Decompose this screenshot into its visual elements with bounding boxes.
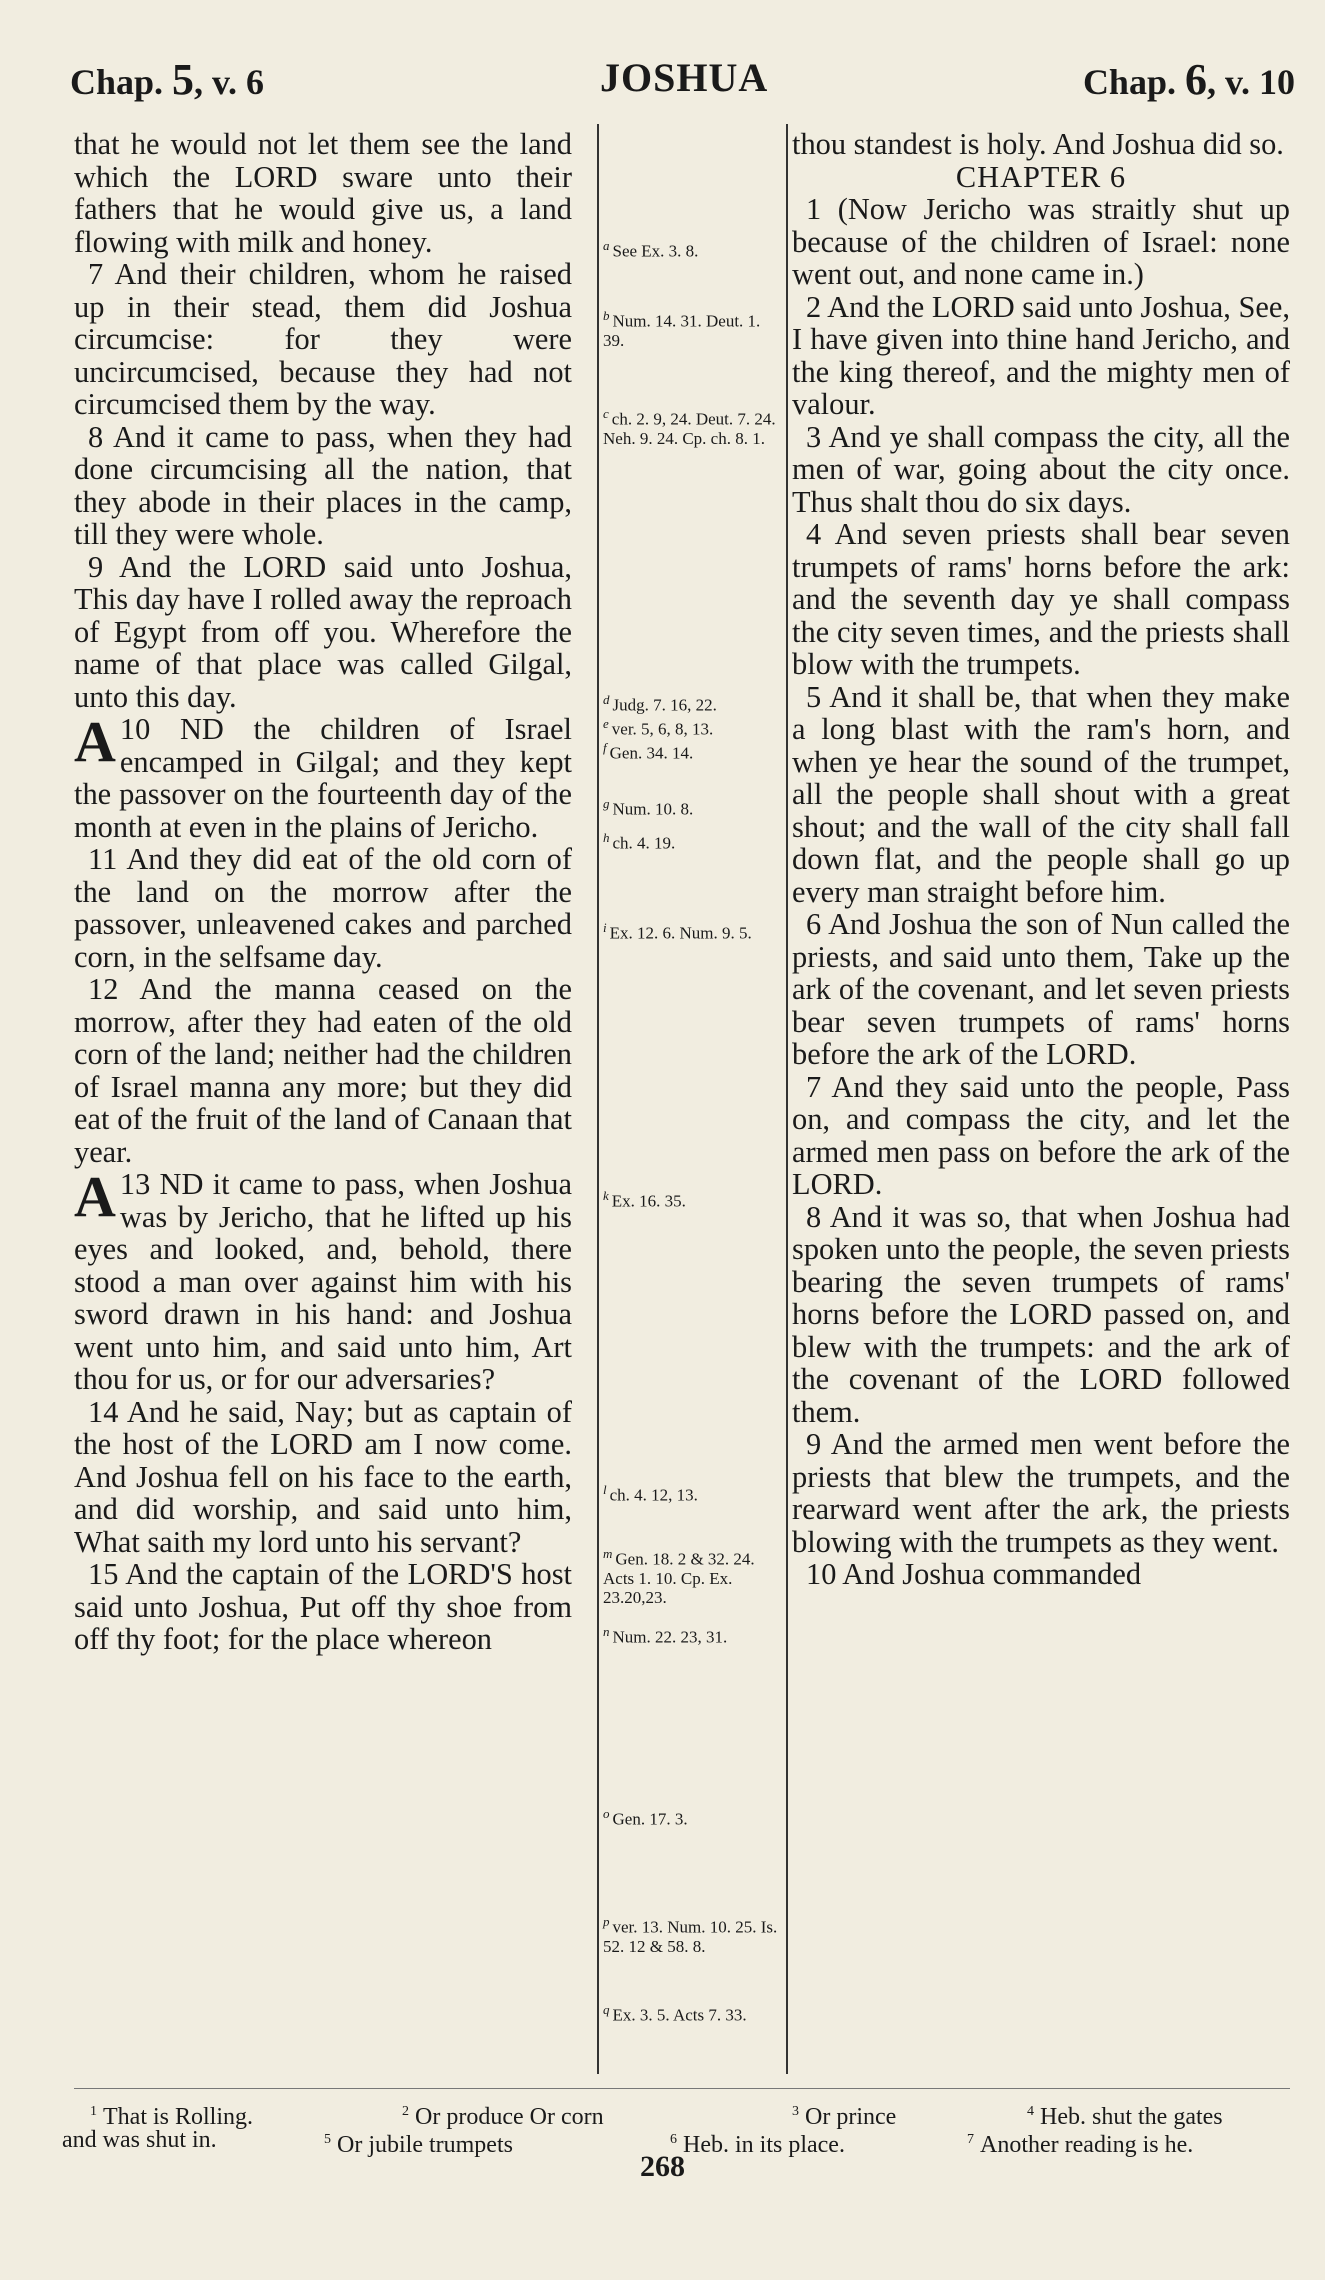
- footnote: $^6$ Heb. in its place.: [670, 2132, 845, 2158]
- verse-5-10: [74, 709, 572, 844]
- verse-5-7: 7 And their children, whom he raised up in their stead, them did Joshua circumcise: for they were uncircumcised, because they had not circumcised them by the way.: [74, 257, 572, 421]
- verse-5-11: 11 And they did eat of the old corn of the land on the morrow after the passover, unleavened cakes and parched corn, in the selfsame day.: [74, 842, 572, 974]
- cross-ref: $^h$ ch. 4. 19.: [603, 830, 676, 853]
- cross-ref: $^k$ Ex. 16. 35.: [603, 1188, 686, 1211]
- cross-ref: $^i$ Ex. 12. 6. Num. 9. 5.: [603, 920, 752, 943]
- footnote: $^1$ That is Rolling.: [90, 2104, 253, 2130]
- column-divider-right: [786, 124, 788, 2074]
- verse-5-15-cont: thou standest is holy. And Joshua did so.: [792, 127, 1284, 161]
- page-number: 268: [640, 2150, 685, 2183]
- footnote: $^3$ Or prince: [792, 2104, 897, 2130]
- header-right-chapter: 6: [1184, 55, 1207, 104]
- cross-ref: $^g$ Num. 10. 8.: [603, 796, 694, 819]
- verse-text: ND the children of Israel encamped in Gilgal; and they kept the passover on the fourteenth day of the month at even in the plains of Jericho.: [74, 712, 572, 844]
- verse-6-5: 5 And it shall be, that when they make a long blast with the ram's horn, and when ye hear the sound of the trumpet, all the people shall shout with a great shout; and the wall of the city shall fall down flat, and the people shall go up every man straight before him.: [792, 679, 1290, 909]
- verse-5-12: 12 And the manna ceased on the morrow, after they had eaten of the old corn of the land; neither had the children of Israel manna any more; but they did eat of the fruit of the land of Canaan that year.: [74, 972, 572, 1169]
- footnote: $^2$ Or produce Or corn: [402, 2104, 604, 2130]
- verse-6-4: 4 And seven priests shall bear seven trumpets of rams' horns before the ark: and the seventh day ye shall compass the city seven times, and the priests shall blow with the trumpets.: [792, 517, 1290, 681]
- verse-5-15: 15 And the captain of the LORD'S host said unto Joshua, Put off thy shoe from off thy foot; for the place whereon: [74, 1557, 572, 1656]
- right-text-column: [792, 128, 1290, 1591]
- left-text-column: [74, 128, 572, 1656]
- cross-ref: $^p$ ver. 13. Num. 10. 25. Is. 52. 12 & 58. 8.: [603, 1914, 778, 1956]
- cross-ref: $^c$ ch. 2. 9, 24. Deut. 7. 24. Neh. 9. 24. Cp. ch. 8. 1.: [603, 406, 776, 448]
- cross-ref: $^l$ ch. 4. 12, 13.: [603, 1482, 698, 1505]
- footnote-rule: [74, 2088, 1290, 2089]
- header-right-label: Chap.: [1082, 62, 1176, 102]
- verse-6-9: 9 And the armed men went before the priests that blew the trumpets, and the rearward went after the ark, the priests blowing with the trumpets as they went.: [792, 1427, 1290, 1559]
- verse-5-9: 9 And the LORD said unto Joshua, This day have I rolled away the reproach of Egypt from off you. Wherefore the name of that place was called Gilgal, unto this day.: [74, 549, 572, 714]
- cross-ref: $^e$ ver. 5, 6, 8, 13.: [603, 716, 714, 739]
- footnote: $^7$ Another reading is he.: [967, 2132, 1194, 2158]
- page-header: [70, 50, 1295, 110]
- header-right-reference: [1083, 54, 1295, 105]
- cross-ref: $^b$ Num. 14. 31. Deut. 1. 39.: [603, 308, 761, 350]
- chapter-heading: CHAPTER 6: [955, 159, 1127, 194]
- footnote: and was shut in.: [62, 2127, 217, 2153]
- header-left-verse: , v. 6: [194, 62, 265, 102]
- drop-cap: A: [74, 709, 116, 774]
- verse-number: 10: [119, 712, 151, 746]
- verse-6-8: 8 And it was so, that when Joshua had spoken unto the people, the seven priests bearing the seven trumpets of rams' horns before the LORD passed on, and blew with the trumpets: and the ark of the covenant of the LORD followed them.: [792, 1199, 1290, 1429]
- verse-6-3: 3 And ye shall compass the city, all the men of war, going about the city once. Thus shalt thou do six days.: [792, 419, 1290, 519]
- column-divider-left: [597, 124, 599, 2074]
- header-right-verse: , v. 10: [1206, 62, 1295, 102]
- verse-5-14: 14 And he said, Nay; but as captain of the host of the LORD am I now come. And Joshua fell on his face to the earth, and did worship, and said unto him, What saith my lord unto his servant?: [74, 1394, 572, 1559]
- verse-6-2: 2 And the LORD said unto Joshua, See, I have given into thine hand Jericho, and the king thereof, and the mighty men of valour.: [792, 289, 1290, 421]
- verse-6-7: 7 And they said unto the people, Pass on, and compass the city, and let the armed men pass on before the ark of the LORD.: [792, 1069, 1290, 1201]
- verse-5-8: 8 And it came to pass, when they had done circumcising all the nation, that they abode in their places in the camp, till they were whole.: [74, 419, 572, 551]
- verse-5-6-cont: that he would not let them see the land which the LORD sware unto their fathers that he would give us, a land flowing with milk and honey.: [74, 127, 572, 259]
- verse-6-10: 10 And Joshua commanded: [806, 1557, 1142, 1591]
- verse-text: ND it came to pass, when Joshua was by Jericho, that he lifted up his eyes and looked, and, behold, there stood a man over against him with his sword drawn in his hand: and Joshua went unto him, and said unto him, Art thou for us, or for our adversaries?: [74, 1167, 572, 1396]
- footnote: $^4$ Heb. shut the gates: [1027, 2104, 1223, 2130]
- cross-ref: $^n$ Num. 22. 23, 31.: [603, 1624, 728, 1647]
- footnotes: [62, 2098, 1302, 2158]
- cross-ref: $^m$ Gen. 18. 2 & 32. 24. Acts 1. 10. Cp. Ex. 23.20,23.: [603, 1546, 755, 1607]
- book-title: JOSHUA: [600, 55, 769, 100]
- cross-ref: $^d$ Judg. 7. 16, 22.: [603, 692, 717, 715]
- header-left-label: Chap.: [70, 62, 164, 102]
- header-left-chapter: 5: [172, 55, 195, 104]
- footnote-row: [62, 2098, 1302, 2130]
- verse-6-1: 1 (Now Jericho was straitly shut up because of the children of Israel: none went out, and none came in.): [792, 192, 1290, 291]
- drop-cap: A: [74, 1164, 116, 1229]
- verse-6-6: 6 And Joshua the son of Nun called the priests, and said unto them, Take up the ark of the covenant, and let seven priests bear seven trumpets of rams' horns before the ark of the LORD.: [792, 907, 1290, 1071]
- footnote: $^5$ Or jubile trumpets: [324, 2132, 513, 2158]
- cross-ref: $^o$ Gen. 17. 3.: [603, 1806, 688, 1829]
- verse-5-13: [74, 1164, 572, 1396]
- verse-number: 13: [119, 1167, 151, 1201]
- cross-ref: $^a$ See Ex. 3. 8.: [603, 238, 699, 261]
- header-left-reference: [70, 54, 264, 105]
- cross-reference-column: [603, 128, 783, 2078]
- cross-ref: $^f$ Gen. 34. 14.: [603, 740, 694, 763]
- cross-ref: $^q$ Ex. 3. 5. Acts 7. 33.: [603, 2002, 747, 2025]
